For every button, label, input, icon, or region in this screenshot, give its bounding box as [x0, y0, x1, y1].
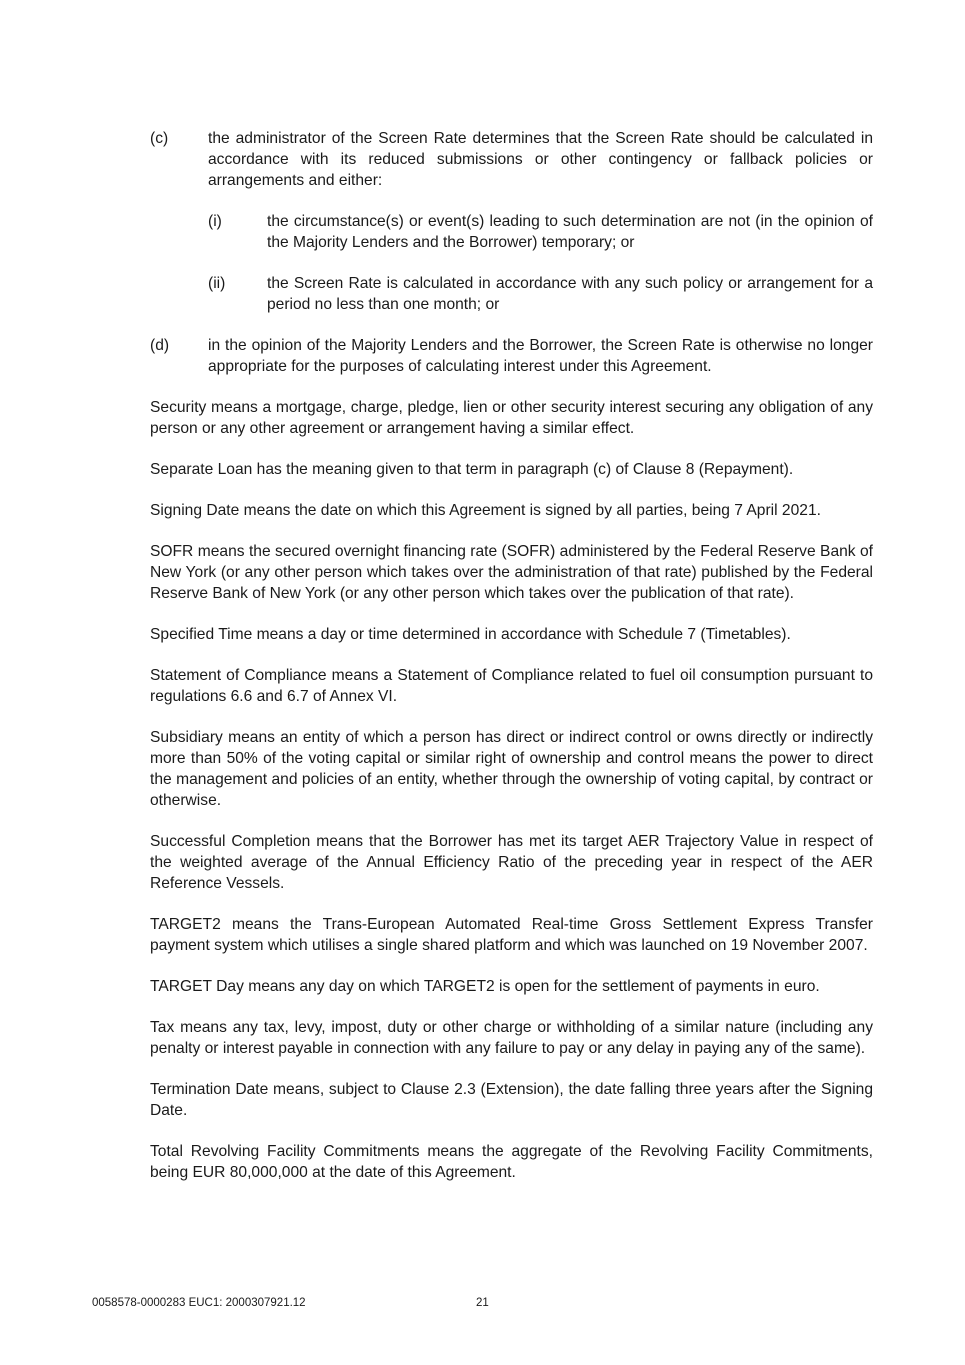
definition-term: TARGET2 — [150, 916, 221, 933]
definition-text: means the date on which this Agreement is signed by all parties, being 7 April 2021. — [239, 502, 821, 519]
definition-term: Security — [150, 399, 207, 416]
definition-text: means any day on which TARGET2 is open for the settlement of payments in euro. — [243, 978, 820, 995]
definition-text: means the secured overnight financing rate (SOFR) administered by the Federal Reserve Bank of New York (or any other person which takes over the administration of that rate) published by the Federal Reserve Bank of New York (or any other person which takes over the publication of that rate). — [150, 543, 873, 602]
definition-target2 — [150, 914, 873, 956]
definition-term: Termination Date — [150, 1081, 269, 1098]
definition-text: means the Trans-European Automated Real-time Gross Settlement Express Transfer payment system which utilises a single shared platform and which was launched on 19 November 2007. — [150, 916, 873, 954]
definition-subsidiary — [150, 727, 873, 811]
definition-term: Total Revolving Facility Commitments — [150, 1143, 420, 1160]
definition-text: has the meaning given to that term in paragraph (c) of Clause 8 (Repayment). — [252, 461, 794, 478]
definition-total-revolving-facility-commitments — [150, 1141, 873, 1183]
definition-term: SOFR — [150, 543, 194, 560]
definition-termination-date — [150, 1079, 873, 1121]
definition-text: means a Statement of Compliance related to fuel oil consumption pursuant to regulations 6.6 and 6.7 of Annex VI. — [150, 667, 874, 705]
definition-text: means a day or time determined in accordance with Schedule 7 (Timetables). — [252, 626, 791, 643]
clause-label: (c) — [150, 130, 169, 147]
clause-label: (d) — [150, 337, 170, 354]
definition-text: means a mortgage, charge, pledge, lien or other security interest securing any obligation of any person or any other agreement or arrangement having a similar effect. — [150, 399, 873, 437]
clause-c-ii — [208, 273, 873, 315]
definition-text: means the aggregate of the Revolving Facility Commitments, being EUR 80,000,000 at the date of this Agreement. — [150, 1143, 873, 1181]
clause-c-i — [208, 211, 873, 253]
definition-term: Tax — [150, 1019, 175, 1036]
definition-security — [150, 397, 873, 439]
definition-term: Signing Date — [150, 502, 240, 519]
clause-d — [150, 335, 873, 377]
clause-text: the circumstance(s) or event(s) leading to such determination are not (in the opinion of the Majority Lenders and the Borrower) temporary; or — [267, 213, 873, 251]
footer-document-reference: 0058578-0000283 EUC1: 2000307921.12 — [92, 1297, 306, 1309]
clause-text: the Screen Rate is calculated in accordance with any such policy or arrangement for a period no less than one month; or — [267, 275, 873, 313]
definition-successful-completion — [150, 831, 873, 894]
definition-tax — [150, 1017, 873, 1059]
definition-statement-of-compliance — [150, 665, 873, 707]
clause-text: the administrator of the Screen Rate determines that the Screen Rate should be calculated in accordance with its reduced submissions or other contingency or fallback policies or arrangements and either: — [208, 130, 873, 189]
footer-page-number: 21 — [476, 1297, 489, 1309]
clause-text: in the opinion of the Majority Lenders and the Borrower, the Screen Rate is otherwise no longer appropriate for the purposes of calculating interest under this Agreement. — [208, 337, 873, 375]
clause-c — [150, 128, 873, 191]
definition-term: Successful Completion — [150, 833, 311, 850]
definition-term: TARGET Day — [150, 978, 244, 995]
definition-text: means any tax, levy, impost, duty or other charge or withholding of a similar nature (including any penalty or interest payable in connection with any failure to pay or any delay in paying any of the same). — [150, 1019, 873, 1057]
definition-term: Subsidiary — [150, 729, 223, 746]
definition-specified-time — [150, 624, 873, 645]
definition-term: Separate Loan — [150, 461, 253, 478]
definition-sofr — [150, 541, 873, 604]
definition-text: means, subject to Clause 2.3 (Extension), the date falling three years after the Signing Date. — [150, 1081, 874, 1119]
clause-label: (ii) — [208, 275, 226, 292]
definition-text: means that the Borrower has met its target AER Trajectory Value in respect of the weighted average of the Annual Efficiency Ratio of the preceding year in respect of the AER Reference Vessels. — [150, 833, 873, 892]
definition-target-day — [150, 976, 873, 997]
clause-label: (i) — [208, 213, 222, 230]
definition-signing-date — [150, 500, 873, 521]
definition-text: means an entity of which a person has direct or indirect control or owns directly or indirectly more than 50% of the voting capital or similar right of ownership and control means the power to direct the management and policies of an entity, whether through the ownership of voting capital, by contract or otherwise. — [150, 729, 873, 809]
page-content — [150, 128, 873, 1203]
definition-separate-loan — [150, 459, 873, 480]
definition-term: Statement of Compliance — [150, 667, 327, 684]
definition-term: Specified Time — [150, 626, 253, 643]
